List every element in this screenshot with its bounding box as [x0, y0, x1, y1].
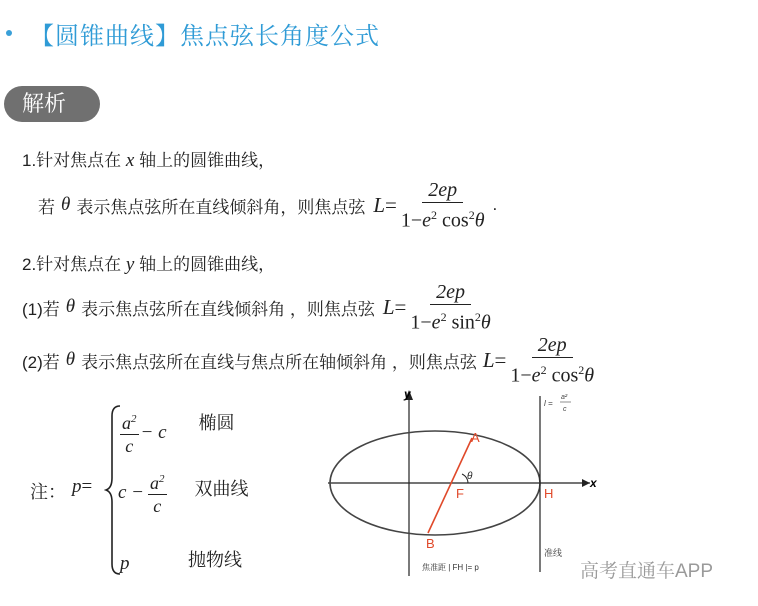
item2-heading: 2.针对焦点在 y 轴上的圆锥曲线，	[22, 254, 276, 275]
formula1-lhs: L=	[373, 192, 397, 217]
directrix-label: 准线	[544, 548, 563, 558]
title-bullet-icon	[6, 30, 12, 36]
x-axis-arrow-icon	[582, 479, 590, 487]
item1-heading: 1.针对焦点在 x 轴上的圆锥曲线，	[22, 150, 276, 171]
directrix-eq-num: a²	[561, 394, 568, 401]
item1-formula-line: 若 θ 表示焦点弦所在直线倾斜角，则焦点弦 L= $\frac{2ep}{1-e^2 \cos^2\theta}$ .	[38, 179, 498, 232]
angle-theta-label: θ	[467, 471, 473, 482]
x-axis-label: x	[590, 476, 597, 490]
item2-sub1: (1)若 θ 表示焦点弦所在直线倾斜角 ，则焦点弦 L= $\frac{2ep}{1-e^2 \sin^2\theta}$	[22, 280, 495, 335]
focal-distance-label: 焦准距 | FH |= p	[422, 563, 479, 572]
point-F-label: F	[456, 486, 464, 501]
note-p-eq: p=	[72, 476, 93, 497]
note-case-parabola-name: 抛物线	[188, 550, 242, 570]
note-case-hyperbola: c − $\frac{a^2}{c}$ 双曲线	[118, 468, 249, 517]
point-B-label: B	[426, 536, 435, 551]
formula1-fraction: $\frac{2ep}{1-e^2 \cos^2\theta}$	[400, 179, 485, 232]
y-axis-label: y	[404, 387, 411, 401]
note-case-parabola-p: p	[120, 553, 130, 574]
analysis-badge: 解析	[4, 86, 100, 122]
point-H-label: H	[544, 486, 554, 501]
focal-chord	[428, 438, 472, 533]
directrix-eq-den: c	[563, 406, 567, 413]
ellipse-diagram	[300, 380, 610, 580]
formula2-fraction: $\frac{2ep}{1-e^2 \sin^2\theta}$	[410, 281, 491, 334]
formula3-fraction: $\frac{2ep}{1-e^2 \cos^2\theta}$	[510, 334, 595, 387]
page-title: 【圆锥曲线】焦点弦长角度公式	[30, 23, 380, 50]
note-case-ellipse: $a^2$ c − c 椭圆	[120, 408, 235, 457]
note-label: 注：	[30, 482, 66, 502]
point-A-label: A	[471, 430, 480, 445]
item2-sub2: (2)若 θ 表示焦点弦所在直线与焦点所在轴倾斜角 ，则焦点弦 L= $\frac{2ep}{1-e^2 \cos^2\theta}$	[22, 333, 598, 388]
directrix-eq-l: l =	[544, 399, 553, 408]
watermark: 高考直通车APP	[580, 561, 714, 582]
